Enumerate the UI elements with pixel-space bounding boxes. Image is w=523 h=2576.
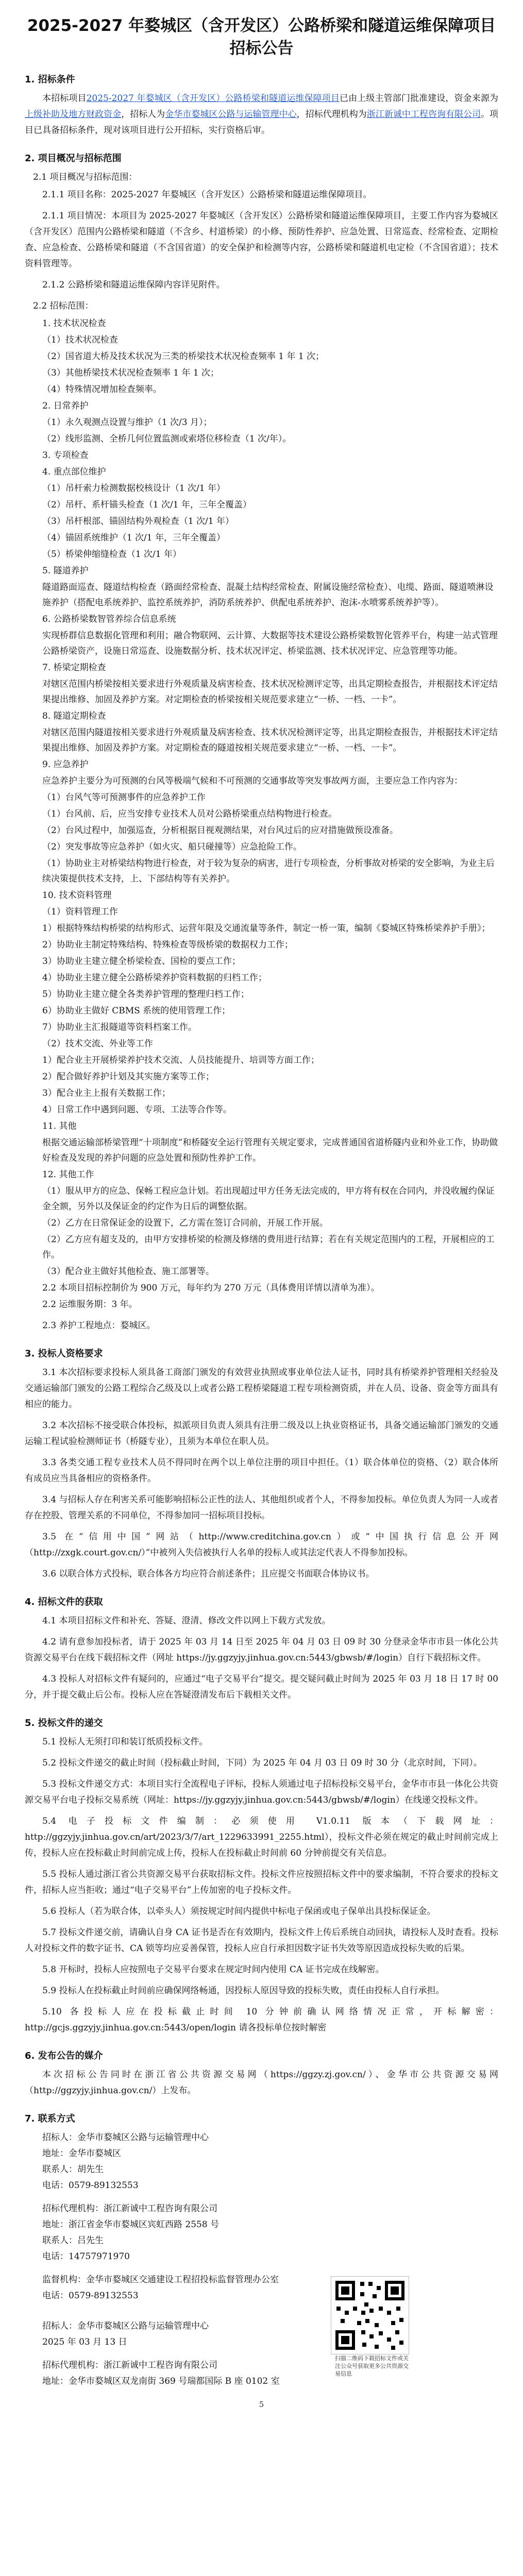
list-item: 4. 重点部位维护 (42, 467, 106, 477)
list-item: 3.3 各类交通工程专业技术人员不得同时在两个以上单位注册的项目中担任。（1）联合体单位的资格、（2）联合体所有成员应当具备相应的资格条件。 (25, 1458, 498, 1484)
signature-date: 2025 年 03 月 13 日 (42, 2337, 127, 2347)
list-item: 3. 专项检查 (42, 450, 89, 461)
list-item: 8. 隧道定期检查 (42, 711, 106, 721)
list-item: 5.8 开标时，投标人应按照电子交易平台要求在规定时间内使用 CA 证书完成在线解密。 (42, 1964, 384, 1975)
text: 已由上级主管部门批准建设，资金来源为 (340, 93, 498, 104)
title-line-2: 招标公告 (229, 39, 294, 58)
list-item: 3.5 在“信用中国”网站（http://www.creditchina.gov.cn）或“中国执行信息公开网（http://zxgk.court.gov.cn/）”中被列入失信被执行人名单的投标人或其法定代表人不得参加投标。 (25, 1532, 498, 1558)
list-item: （5）桥梁伸缩缝检查（1 次/1 年） (42, 549, 181, 560)
contact-line: 招标代理机构：浙江新诚中工程咨询有限公司 (42, 2204, 217, 2214)
title-line-1: 2025-2027 年婺城区（含开发区）公路桥梁和隧道运维保障项目 (27, 16, 496, 35)
signature-agent-address: 地址：金华市婺城区双龙南街 369 号瑞都国际 B 座 0102 室 (42, 2376, 280, 2386)
list-item: 根据交通运输部桥梁管理“十项制度”和桥隧安全运行管理有关规定要求，完成普通国省道桥隧内业和外业工作，协助做好检查及发现的养护问题的应急处置和预防性养护工作。 (42, 1138, 498, 1163)
project-name-link[interactable]: 2025-2027 年婺城区（含开发区）公路桥梁和隧道运维保障项目 (86, 93, 340, 104)
list-item: 1. 技术状况检查 (42, 318, 106, 329)
section-heading: 1. 招标条件 (25, 74, 75, 85)
tenderer-link[interactable]: 金华市婺城区公路与运输管理中心 (165, 109, 297, 120)
list-item: （2）突发事故等应急养护（如火灾、船只碰撞等）应急抢险工作。 (42, 842, 302, 852)
section-heading: 3. 投标人资格要求 (25, 1348, 103, 1359)
list-item: 5）协助业主建立健全各类养护管理的整理归档工作； (42, 989, 249, 999)
list-item: 3.1 本次招标要求投标人须具备工商部门颁发的有效营业执照或事业单位法人证书，同时具有桥梁养护管理相关经验及交通运输部门颁发的公路工程综合乙级及以上或者公路工程桥梁隧道工程专项检测资质，并在人员、设备、资金等方面具有相应的能力。 (25, 1367, 498, 1410)
list-item: 2. 日常养护 (42, 401, 89, 411)
submission-list (25, 1734, 498, 2036)
text: ，招标人为 (121, 109, 165, 120)
list-item: 2）配合做好养护计划及其实施方案等工作； (42, 1072, 214, 1082)
text: ，招标代理机构为 (296, 109, 367, 120)
list-item: （1）永久观测点设置与维护（1 次/3 月）； (42, 417, 212, 428)
list-item: 10. 技术资料管理 (42, 890, 112, 901)
signature-tenderer: 招标人：金华市婺城区公路与运输管理中心 (42, 2321, 209, 2331)
list-item: （2）国省道大桥及技术状况为三类的桥梁技术状况检查频率 1 年 1 次； (42, 351, 325, 362)
list-item: 7）协助业主汇报隧道等资料档案工作。 (42, 1022, 197, 1032)
list-item: （3）其他桥梁技术状况检查频率 1 年 1 次； (42, 368, 220, 378)
list-item: 2）协助业主制定特殊结构、特殊检查等级桥梁的数据权力工作； (42, 940, 293, 950)
list-item: 实现桥群信息数据化管理和利用；融合物联网、云计算、大数据等技术建设公路桥梁数智化管养平台，构建一站式管理公路桥梁资产，设施日常巡查、设施数据分析、技术状况评定、桥梁监测、技术状况评定、应急管理等功能。 (42, 631, 498, 656)
contact-line: 电话：14757971970 (42, 2251, 130, 2262)
page-number: 5 (259, 2400, 264, 2409)
list-item: 5. 隧道养护 (42, 566, 89, 576)
list-item: 对辖区范围内隧道按相关要求进行外观质量及病害检查、技术状况检测评定等，出具定期检查报告，并根据技术评定结果提出维修、加固及养护方案。对定期检查的隧道按相关规范要求建立“一桥、一档、一卡”。 (42, 727, 498, 753)
contact-line: 监督机构：金华市婺城区交通建设工程招投标监督管理办公室 (42, 2275, 279, 2285)
list-item: （1）协助业主对桥梁结构物进行检查，对于较为复杂的病害，进行专项检查，分析事故对桥梁的安全影响，为业主后续决策提供技术支持，上、下部结构等有关养护。 (42, 858, 495, 884)
section-heading: 7. 联系方式 (25, 2113, 75, 2124)
paragraph: 本次招标公告同时在浙江省公共资源交易网（https://ggzy.zj.gov.cn/）、金华市公共资源交易网（http://ggzyjy.jinhua.gov.cn/）上发布。 (25, 2070, 498, 2096)
section-heading: 4. 招标文件的获取 (25, 1597, 103, 1607)
contact-line: 地址：金华市婺城区 (42, 2148, 121, 2159)
list-item: 11. 其他 (42, 1121, 77, 1131)
qr-code-image (331, 2277, 409, 2354)
page-title (25, 14, 498, 60)
section-heading: 6. 发布公告的媒介 (25, 2050, 103, 2061)
paragraph: 2.1.2 公路桥梁和隧道运维保障内容详见附件。 (42, 280, 225, 290)
list-item: （2）乙方在日常保证金的设置下，乙方需在签订合同前，开展工作开展。 (42, 1218, 328, 1228)
list-item: （4）特殊情况增加检查频率。 (42, 384, 162, 395)
section-heading: 2. 项目概况与招标范围 (25, 153, 122, 164)
list-item: 1）配合业主开展桥梁养护技术交流、人员技能提升、培训等方面工作； (42, 1055, 319, 1065)
list-item: 3.4 与招标人存在利害关系可能影响招标公正性的法人、其他组织或者个人，不得参加投标。单位负责人为同一人或者存在控股、管理关系的不同单位，不得参加同一招标项目投标。 (25, 1495, 498, 1521)
list-item: 5.2 投标文件递交的截止时间（投标截止时间，下同）为 2025 年 04 月 03 日 09 时 30 分（北京时间，下同）。 (42, 1758, 482, 1768)
list-item: （2）线形监测、全桥几何位置监测或索塔位移检查（1 次/年）。 (42, 434, 292, 444)
list-item: （3）配合业主做好其他检查、施工部署等。 (42, 1266, 214, 1277)
list-item: 5.1 投标人无须打印和装订纸质投标文件。 (42, 1737, 208, 1747)
list-item: 5.6 投标人（若为联合体，以牵头人）须按规定时间内提供中标电子保函或电子保单出具投标保证金。 (42, 1906, 436, 1917)
text: 本招标项目 (42, 93, 87, 104)
list-item: 5.3 投标文件递交方式：本项目实行全流程电子评标，投标人须通过电子招标投标交易平台，金华市市县一体化公共资源交易平台电子投标交易系统（网址：https://jy.ggzyjy.jinhua.gov.cn:5443/gbwsb/#/login）在线递交投标文件。 (25, 1779, 498, 1805)
list-item: 对辖区范围内桥梁按相关要求进行外观质量及病害检查、技术状况检测评定等，出具定期检查报告，并根据技术评定结果提出维修、加固及养护方案。对定期检查的桥梁按相关规范要求建立“一桥、一档、一卡”。 (42, 679, 498, 705)
list-item: 3）配合业主上报有关数据工作； (42, 1088, 171, 1098)
list-item: 5.4 电子投标文件编制：必须使用 V1.0.11 版本（下载网址：http://ggzyjy.jinhua.gov.cn/art/2023/3/7/art_1229633991_2255.html），投标文件必须在规定的截止时间前完成上传，投标人应在投标截止时间前完成上传，投标人在投标截止时间前 60 分钟前提交有关信息。 (25, 1816, 498, 1858)
list-item: （2）台风过程中，加强巡查，分析根据目视观测结果，对台风过后的应对措施做预设准备。 (42, 825, 398, 836)
contact-line: 联系人：胡先生 (42, 2164, 104, 2175)
list-item: （4）锚固系统维护（1 次/1 年，三年全覆盖） (42, 533, 225, 543)
list-item: （2）吊杆、系杆锚头检查（1 次/1 年，三年全覆盖） (42, 500, 251, 510)
paragraph: 2.1.1 项目情况：本项目为 2025-2027 年婺城区（含开发区）公路桥梁和隧道运维保障项目，主要工作内容为婺城区（含开发区）范围内公路桥梁和隧道（不含乡、村道桥梁）的小修、预防性养护、应急处置、日常巡查、经常检查、定期检查、应急检查、公路桥梁和隧道（不含国省道）的安全保护和检测等内容，公路桥梁和隧道机电定检（不含国省道）；技术资料管理等。 (25, 211, 498, 269)
qr-code-caption: 扫描二维码下载招标文件或关注公众号获取更多公共资源交易信息 (335, 2355, 409, 2377)
list-item: （1）台风气等可预测事件的应急养护工作 (42, 792, 206, 803)
section-heading: 5. 投标文件的递交 (25, 1718, 103, 1728)
list-item: 隧道路面巡查、隧道结构检查（路面经常检查、混凝土结构经常检查、附属设施经常检查）、电缆、路面、隧道喷淋设施养护（搭配电系统养护、监控系统养护，消防系统养护、供配电系统养护、泡沫-水喷雾系统养护等）。 (42, 582, 494, 608)
list-item: 5.9 投标人在投标截止时间前应确保网络畅通，因投标人原因导致的投标失败，责任由投标人自行承担。 (42, 1986, 445, 1996)
list-item: （1）台风前、后，应当安排专业技术人员对公路桥梁重点结构物进行检查。 (42, 809, 337, 819)
list-item: （3）吊杆根部、锚固结构外观检查（1 次/1 年） (42, 516, 234, 527)
list-item: 12. 其他工作 (42, 1170, 94, 1180)
signature-agent: 招标代理机构：浙江新诚中工程咨询有限公司 (42, 2360, 217, 2370)
paragraph: 2.1.1 项目名称：2025-2027 年婺城区（含开发区）公路桥梁和隧道运维保障项目。 (42, 190, 372, 200)
list-item: 6）协助业主做好 CBMS 系统的使用管理工作； (42, 1006, 231, 1016)
list-item: 2.2 本项目招标控制价为 900 万元，每年约为 270 万元（具体费用详情以清单为准）。 (42, 1283, 380, 1293)
list-item: （2）技术交流、外业等工作 (42, 1039, 153, 1049)
list-item: 5.10 各投标人应在投标截止时间 10 分钟前确认网络情况正常，开标解密：http://gcjs.ggzyjy.jinhua.gov.cn:5443/open/login 请各投标单位按时解密 (25, 2007, 498, 2033)
list-item: （1）资料管理工作 (42, 907, 118, 917)
list-item: 1）根据特殊结构桥梁的结构形式、运营年限及交通流量等条件，制定一桥一策，编制《婺城区特殊桥梁养护手册》； (42, 923, 491, 934)
contact-line: 地址：浙江省金华市婺城区宾虹西路 2558 号 (42, 2219, 220, 2230)
list-item: （2）乙方应有超支及的，由甲方安排桥梁的检测及修缮的费用进行结算；若在有关规定范围内的工程，开展相应的工作。 (42, 1234, 495, 1260)
list-item: 3.2 本次招标不接受联合体投标，拟派项目负责人须具有注册二级及以上执业资格证书，具备交通运输部门颁发的交通运输工程试验检测师证书（桥隧专业），且须为本单位在职人员。 (25, 1420, 498, 1447)
text: 。项目已具备招标条件，现对该项目进行公开招标，实行资格后审。 (25, 109, 499, 135)
contact-line: 联系人：吕先生 (42, 2235, 104, 2246)
contact-line: 招标人：金华市婺城区公路与运输管理中心 (42, 2132, 209, 2143)
paragraph (25, 91, 498, 139)
list-item: 4.3 投标人对招标文件有疑问的，应通过“电子交易平台”提交。提交疑问截止时间为 2025 年 03 月 18 日 17 时 00 分，并于提交截止后公布。投标人应在答疑澄清发布后下载相关文件。 (25, 1674, 498, 1700)
list-item: 5.5 投标人通过浙江省公共资源交易平台获取招标文件。投标文件应按照招标文件中的要求编制，不符合要求的投标文件，招标人应当拒收；通过“电子交易平台”上传加密的电子投标文件。 (25, 1869, 498, 1895)
list-item: 3.6 以联合体方式投标，联合体各方均应符合前述条件；且应提交书面联合体协议书。 (42, 1569, 375, 1579)
contact-line: 电话：0579-89132553 (42, 2180, 139, 2191)
subheading: 2.1 项目概况与招标范围： (33, 172, 138, 182)
list-item: 5.7 投标文件递交前，请确认自身 CA 证书是否在有效期内，投标文件上传后系统自动回执，请投标人及时查看。投标人对投标文件的数字证书、CA 锁等均应妥善保管，投标人应自行承担因数字证书失效等原因造成投标失败的后果。 (25, 1927, 498, 1954)
list-item: （1）技术状况检查 (42, 335, 118, 345)
agent-link[interactable]: 浙江新诚中工程咨询有限公司 (366, 109, 481, 120)
subheading: 2.2 招标范围： (33, 301, 94, 311)
scope-list (25, 316, 498, 1296)
list-item: 6. 公路桥梁数智管养综合信息系统 (42, 614, 176, 624)
list-item: 4.1 本项目招标文件和补充、答疑、澄清、修改文件以网上下载方式发放。 (42, 1616, 331, 1626)
paragraph: 2.3 养护工程地点：婺城区。 (42, 1320, 156, 1331)
list-item: 4.2 请有意参加投标者，请于 2025 年 03 月 14 日至 2025 年 04 月 03 日 09 时 30 分登录金华市市县一体化公共资源交易平台在线下载招标文件（网址 https://jy.ggzyjy.jinhua.gov.cn:5443/gbwsb/#/login）自行下载招标文件。 (25, 1637, 498, 1663)
contact-line: 电话：0579-89132553 (42, 2291, 139, 2301)
document-acquisition-list (25, 1613, 498, 1703)
qr-code-block (331, 2276, 492, 2378)
list-item: 9. 应急养护 (42, 759, 89, 770)
list-item: 应急养护主要分为可预测的台风等极端气候和不可预测的交通事故等突发事故两方面，主要应急工作内容为： (42, 776, 463, 786)
list-item: 4）协助业主建立健全公路桥梁养护资料数据的归档工作； (42, 973, 267, 983)
list-item: （1）吊杆索力检测数据校核设计（1 次/1 年） (42, 483, 225, 494)
list-item: 4）日常工作中遇到问题、专项、工法等合作等。 (42, 1105, 232, 1115)
list-item: 7. 桥梁定期检查 (42, 663, 106, 673)
qualification-list (25, 1365, 498, 1582)
list-item: 3）协助业主建立健全桥梁检查、国检的要点工作； (42, 956, 241, 967)
fund-source-link[interactable]: 上级补助及地方财政资金 (25, 109, 122, 120)
qr-code[interactable] (331, 2276, 409, 2354)
list-item: （1）服从甲方的应急、保畅工程应急计划。若出现超过甲方任务无法完成的，甲方将有权在合同内，并没收履约保证金全额，另外以及保证金的约定作为日后的调整依据。 (42, 1186, 495, 1212)
paragraph: 2.2 运维服务期：3 年。 (42, 1299, 138, 1310)
